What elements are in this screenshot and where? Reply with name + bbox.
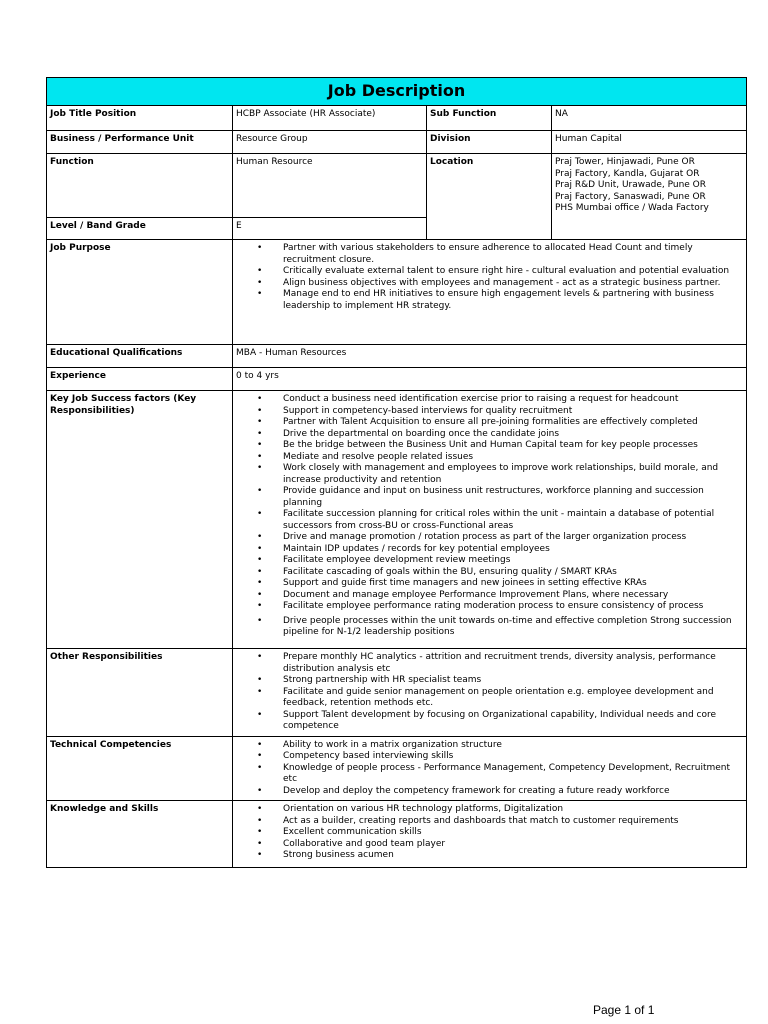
list-item: • Drive people processes within the unit towards on-time and effective completion Strong succession pipeline for N-1/2 leadership positions (236, 616, 743, 639)
technical-competencies-list (236, 740, 743, 798)
level-row (47, 218, 747, 240)
key-success-row (47, 391, 747, 649)
list-item: • Strong partnership with HR specialist teams (236, 675, 743, 687)
other-responsibilities-list (236, 652, 743, 733)
key-success-content (233, 391, 747, 649)
job-purpose-label: Job Purpose (47, 240, 233, 345)
list-item: • Provide guidance and input on business unit restructures, workforce planning and succession planning (236, 486, 743, 509)
list-item: • Act as a builder, creating reports and dashboards that match to customer requirements (236, 816, 743, 828)
list-item: • Facilitate employee performance rating moderation process to ensure consistency of process (236, 601, 743, 613)
list-item: • Drive the departmental on boarding once the candidate joins (236, 429, 743, 441)
location-label: Location (427, 154, 552, 218)
other-responsibilities-row (47, 649, 747, 737)
division-value: Human Capital (552, 131, 747, 154)
key-success-list (236, 394, 743, 639)
job-title-value: HCBP Associate (HR Associate) (233, 106, 427, 131)
job-purpose-list (236, 243, 743, 312)
location-value (552, 154, 747, 218)
education-row (47, 345, 747, 368)
page-number: Page 1 of 1 (593, 1003, 655, 1017)
list-item: • Ability to work in a matrix organization structure (236, 740, 743, 752)
level-label: Level / Band Grade (47, 218, 233, 240)
job-title-row (47, 106, 747, 131)
function-value: Human Resource (233, 154, 427, 218)
experience-label: Experience (47, 368, 233, 391)
education-value: MBA - Human Resources (233, 345, 747, 368)
knowledge-skills-row (47, 801, 747, 868)
other-responsibilities-content (233, 649, 747, 737)
list-item: • Support Talent development by focusing on Organizational capability, Individual needs and core competence (236, 710, 743, 733)
job-description-table (46, 77, 747, 868)
list-item: • Orientation on various HR technology platforms, Digitalization (236, 804, 743, 816)
business-unit-value: Resource Group (233, 131, 427, 154)
education-label: Educational Qualifications (47, 345, 233, 368)
list-item: • Be the bridge between the Business Unit and Human Capital team for key people processes (236, 440, 743, 452)
job-purpose-row (47, 240, 747, 345)
list-item: • Excellent communication skills (236, 827, 743, 839)
list-item: • Facilitate cascading of goals within the BU, ensuring quality / SMART KRAs (236, 567, 743, 579)
list-item: • Competency based interviewing skills (236, 751, 743, 763)
knowledge-skills-list (236, 804, 743, 862)
list-item: • Develop and deploy the competency framework for creating a future ready workforce (236, 786, 743, 798)
technical-competencies-label: Technical Competencies (47, 736, 233, 801)
sub-function-value: NA (552, 106, 747, 131)
job-title-label: Job Title Position (47, 106, 233, 131)
location-line: Praj R&D Unit, Urawade, Pune OR (555, 180, 707, 190)
experience-row (47, 368, 747, 391)
business-unit-label: Business / Performance Unit (47, 131, 233, 154)
list-item: • Partner with Talent Acquisition to ensure all pre-joining formalities are effectively completed (236, 417, 743, 429)
list-item: • Knowledge of people process - Performance Management, Competency Development, Recruitment etc (236, 763, 743, 786)
level-empty-cell (552, 218, 747, 240)
list-item: • Facilitate succession planning for critical roles within the unit - maintain a database of potential successors from cross-BU or cross-Functional areas (236, 509, 743, 532)
list-item: • Work closely with management and employees to improve work relationships, build morale, and increase productivity and retention (236, 463, 743, 486)
other-responsibilities-label: Other Responsibilities (47, 649, 233, 737)
list-item: • Prepare monthly HC analytics - attrition and recruitment trends, diversity analysis, performance distribution analysis etc (236, 652, 743, 675)
location-line: Praj Tower, Hinjawadi, Pune OR (555, 157, 695, 167)
list-item: • Facilitate and guide senior management on people orientation e.g. employee development and feedback, retention methods etc. (236, 687, 743, 710)
technical-competencies-content (233, 736, 747, 801)
knowledge-skills-content (233, 801, 747, 868)
function-row (47, 154, 747, 218)
list-item: • Partner with various stakeholders to ensure adherence to allocated Head Count and timely recruitment closure. (236, 243, 743, 266)
business-unit-row (47, 131, 747, 154)
technical-competencies-row (47, 736, 747, 801)
job-purpose-content (233, 240, 747, 345)
key-success-label: Key Job Success factors (Key Responsibilities) (47, 391, 233, 649)
list-item: • Facilitate employee development review meetings (236, 555, 743, 567)
list-item: • Collaborative and good team player (236, 839, 743, 851)
list-item: • Align business objectives with employees and management - act as a strategic business partner. (236, 278, 743, 290)
knowledge-skills-label: Knowledge and Skills (47, 801, 233, 868)
list-item: • Mediate and resolve people related issues (236, 452, 743, 464)
list-item: • Maintain IDP updates / records for key potential employees (236, 544, 743, 556)
function-label: Function (47, 154, 233, 218)
list-item: • Strong business acumen (236, 850, 743, 862)
list-item: • Critically evaluate external talent to ensure right hire - cultural evaluation and potential evaluation (236, 266, 743, 278)
division-label: Division (427, 131, 552, 154)
list-item: • Support and guide first time managers and new joinees in setting effective KRAs (236, 578, 743, 590)
location-line: Praj Factory, Kandla, Gujarat OR (555, 168, 700, 179)
list-item: • Drive and manage promotion / rotation process as part of the larger organization process (236, 532, 743, 544)
list-item: • Support in competency-based interviews for quality recruitment (236, 406, 743, 418)
level-value: E (233, 218, 427, 240)
sub-function-label: Sub Function (427, 106, 552, 131)
list-item: • Conduct a business need identification exercise prior to raising a request for headcount (236, 394, 743, 406)
title-row (47, 78, 747, 106)
experience-value: 0 to 4 yrs (233, 368, 747, 391)
location-line: Praj Factory, Sanaswadi, Pune OR (555, 191, 706, 202)
level-empty-cell (427, 218, 552, 240)
location-line: PHS Mumbai office / Wada Factory (555, 203, 709, 213)
list-item: • Manage end to end HR initiatives to ensure high engagement levels & partnering with business leadership to implement HR strategy. (236, 289, 743, 312)
document-title: Job Description (47, 78, 747, 106)
list-item: • Document and manage employee Performance Improvement Plans, where necessary (236, 590, 743, 602)
